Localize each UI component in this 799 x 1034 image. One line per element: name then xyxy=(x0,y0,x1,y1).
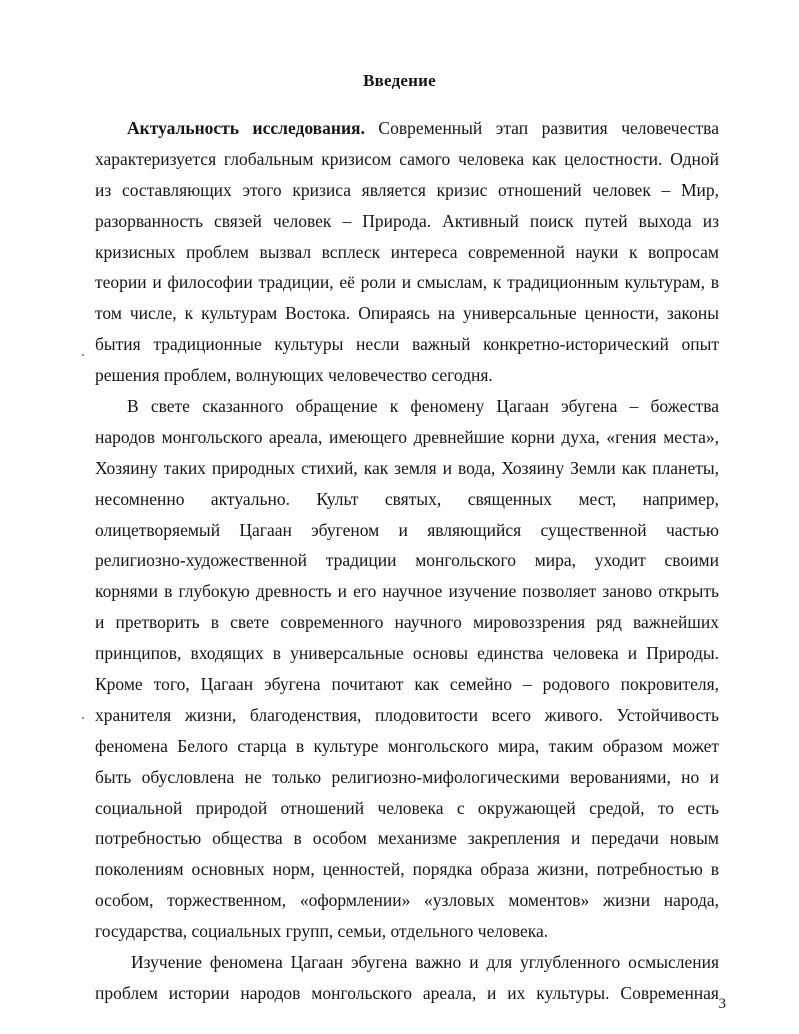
paragraph-line: народов монгольского ареала, имеющего древнейшие корни духа, «гения места», xyxy=(95,426,719,447)
paragraph-line: из составляющих этого кризиса является кризис отношений человек – Мир, xyxy=(95,179,719,200)
paragraph-line: религиозно-художественной традиции монгольского мира, уходит своими xyxy=(95,550,719,571)
paragraph-line: социальной природой отношений человека с окружающей средой, то есть xyxy=(95,797,719,818)
line-text: Современный этап развития человечества xyxy=(364,118,719,138)
body-text xyxy=(95,113,719,1009)
paragraph-line: олицетворяемый Цагаан эбугеном и являющийся существенной частью xyxy=(95,519,719,540)
paragraph-line: особом, торжественном, «оформлении» «узловых моментов» жизни народа, xyxy=(95,890,719,911)
paragraph-line: потребностью общества в особом механизме закрепления и передачи новым xyxy=(95,828,719,849)
paragraph-line: быть обусловлена не только религиозно-мифологическими верованиями, но и xyxy=(95,766,719,787)
scan-speck xyxy=(82,354,84,356)
paragraph-line: Изучение феномена Цагаан эбугена важно и для углубленного осмысления xyxy=(131,952,719,973)
paragraph-line: теории и философии традиции, её роли и смыслам, к традиционным культурам, в xyxy=(95,272,719,293)
paragraph-line: Кроме того, Цагаан эбугена почитают как семейно – родового покровителя, xyxy=(95,674,719,695)
paragraph-line: том числе, к культурам Востока. Опираясь на универсальные ценности, законы xyxy=(95,303,719,324)
paragraph-line: Хозяину таких природных стихий, как земля и вода, Хозяину Земли как планеты, xyxy=(95,457,719,478)
paragraph-line: В свете сказанного обращение к феномену Цагаан эбугена – божества xyxy=(127,396,719,417)
page-number: 3 xyxy=(718,996,726,1012)
scan-speck xyxy=(82,717,84,719)
paragraph-line: хранителя жизни, благоденствия, плодовитости всего живого. Устойчивость xyxy=(95,704,719,725)
paragraph-line: решения проблем, волнующих человечество сегодня. xyxy=(95,365,493,386)
paragraph-line: поколениям основных норм, ценностей, порядка образа жизни, потребностью в xyxy=(95,859,719,880)
paragraph-line: характеризуется глобальным кризисом самого человека как целостности. Одной xyxy=(95,148,719,169)
paragraph-line: государства, социальных групп, семьи, отдельного человека. xyxy=(95,921,549,942)
paragraph-line: корнями в глубокую древность и его научное изучение позволяет заново открыть xyxy=(95,581,719,602)
paragraph-line xyxy=(95,113,719,144)
paragraph-line: разорванность связей человек – Природа. Активный поиск путей выхода из xyxy=(95,210,719,231)
paragraph-line: кризисных проблем вызвал всплеск интереса современной науки к вопросам xyxy=(95,241,719,262)
paragraph-line: и претворить в свете современного научного мировоззрения ряд важнейших xyxy=(95,612,719,633)
paragraph-line: феномена Белого старца в культуре монгольского мира, таким образом может xyxy=(95,735,719,756)
paragraph-line: проблем истории народов монгольского ареала, и их культуры. Современная xyxy=(95,982,719,1003)
section-heading: Актуальность исследования. xyxy=(127,118,365,138)
paragraph-line: бытия традиционные культуры несли важный конкретно-исторический опыт xyxy=(95,334,719,355)
paragraph-line: несомненно актуально. Культ святых, священных мест, например, xyxy=(95,488,719,509)
page-title: Введение xyxy=(363,71,436,90)
paragraph-line: принципов, входящих в универсальные основы единства человека и Природы. xyxy=(95,643,719,664)
